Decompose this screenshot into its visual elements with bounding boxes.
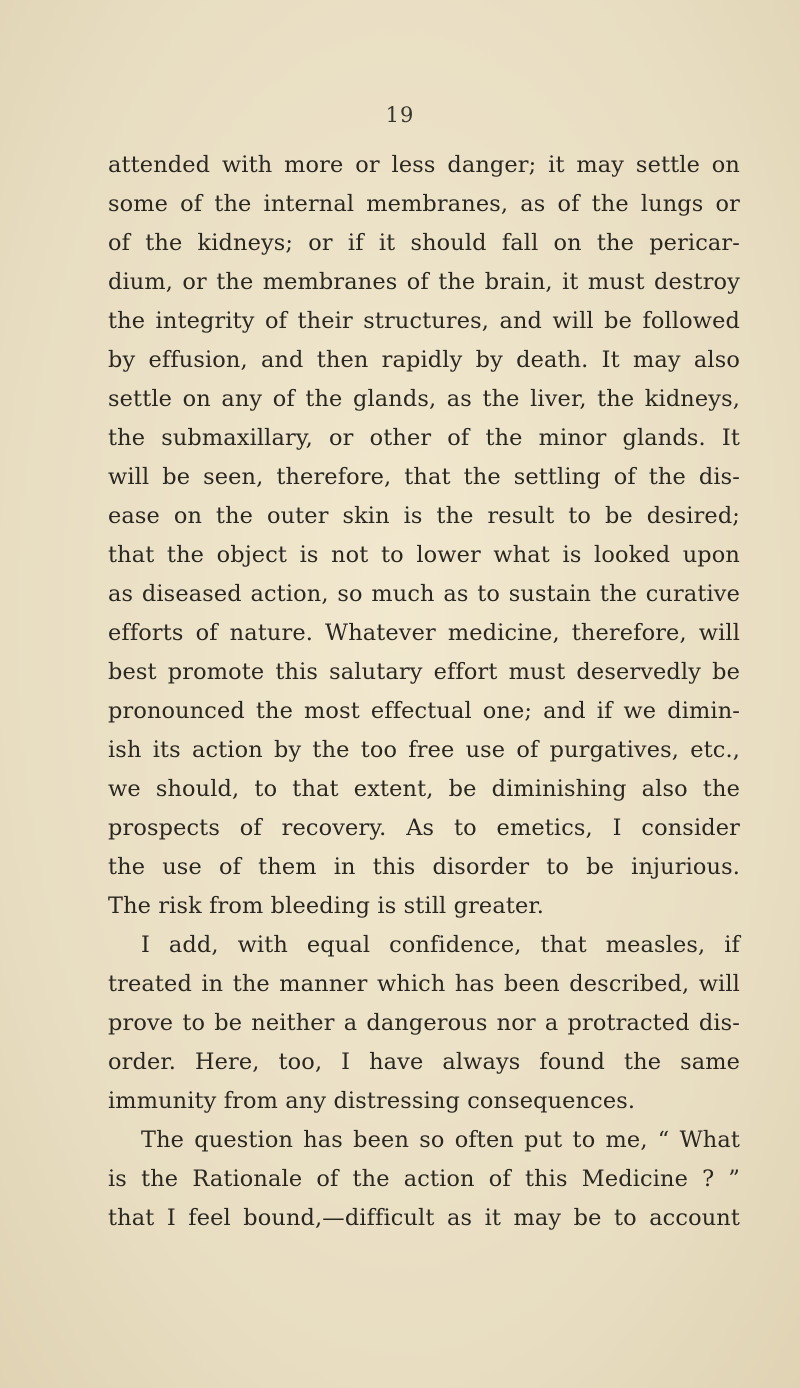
text-line: order. Here, too, I have always found the same <box>108 1049 740 1075</box>
text-line: by effusion, and then rapidly by death. It may also <box>108 347 740 373</box>
text-line: immunity from any distressing consequences. <box>108 1088 636 1114</box>
text-line: we should, to that extent, be diminishing also the <box>108 776 740 802</box>
text-line: attended with more or less danger; it may settle on <box>108 152 740 178</box>
page-number: 19 <box>385 103 415 127</box>
text-line: as diseased action, so much as to sustain the curative <box>108 581 740 607</box>
text-line: The risk from bleeding is still greater. <box>108 893 545 919</box>
text-line: some of the internal membranes, as of the lungs or <box>108 191 740 217</box>
text-line: the submaxillary, or other of the minor glands. It <box>108 425 740 451</box>
text-line: prove to be neither a dangerous nor a protracted dis- <box>108 1010 740 1036</box>
text-line: that I feel bound,—difficult as it may be to account <box>108 1205 740 1231</box>
text-line: ease on the outer skin is the result to be desired; <box>108 503 740 529</box>
text-line: pronounced the most effectual one; and if we dimin- <box>108 698 740 724</box>
text-line: that the object is not to lower what is looked upon <box>108 542 740 568</box>
text-line: of the kidneys; or if it should fall on the pericar- <box>108 230 740 256</box>
text-line: settle on any of the glands, as the liver, the kidneys, <box>108 386 740 412</box>
text-line: treated in the manner which has been described, will <box>108 971 740 997</box>
text-line: I add, with equal confidence, that measles, if <box>141 932 740 958</box>
text-line: ish its action by the too free use of purgatives, etc., <box>108 737 740 763</box>
text-line: best promote this salutary effort must deservedly be <box>108 659 740 685</box>
text-line: the use of them in this disorder to be injurious. <box>108 854 740 880</box>
text-line: the integrity of their structures, and will be followed <box>108 308 740 334</box>
text-line: will be seen, therefore, that the settling of the dis- <box>108 464 740 490</box>
text-line: efforts of nature. Whatever medicine, therefore, will <box>108 620 740 646</box>
body-text <box>108 146 740 1238</box>
text-line: dium, or the membranes of the brain, it must destroy <box>108 269 740 295</box>
text-line: The question has been so often put to me, “ What <box>141 1127 740 1153</box>
text-line: is the Rationale of the action of this Medicine ? ” <box>108 1166 740 1192</box>
text-line: prospects of recovery. As to emetics, I consider <box>108 815 740 841</box>
